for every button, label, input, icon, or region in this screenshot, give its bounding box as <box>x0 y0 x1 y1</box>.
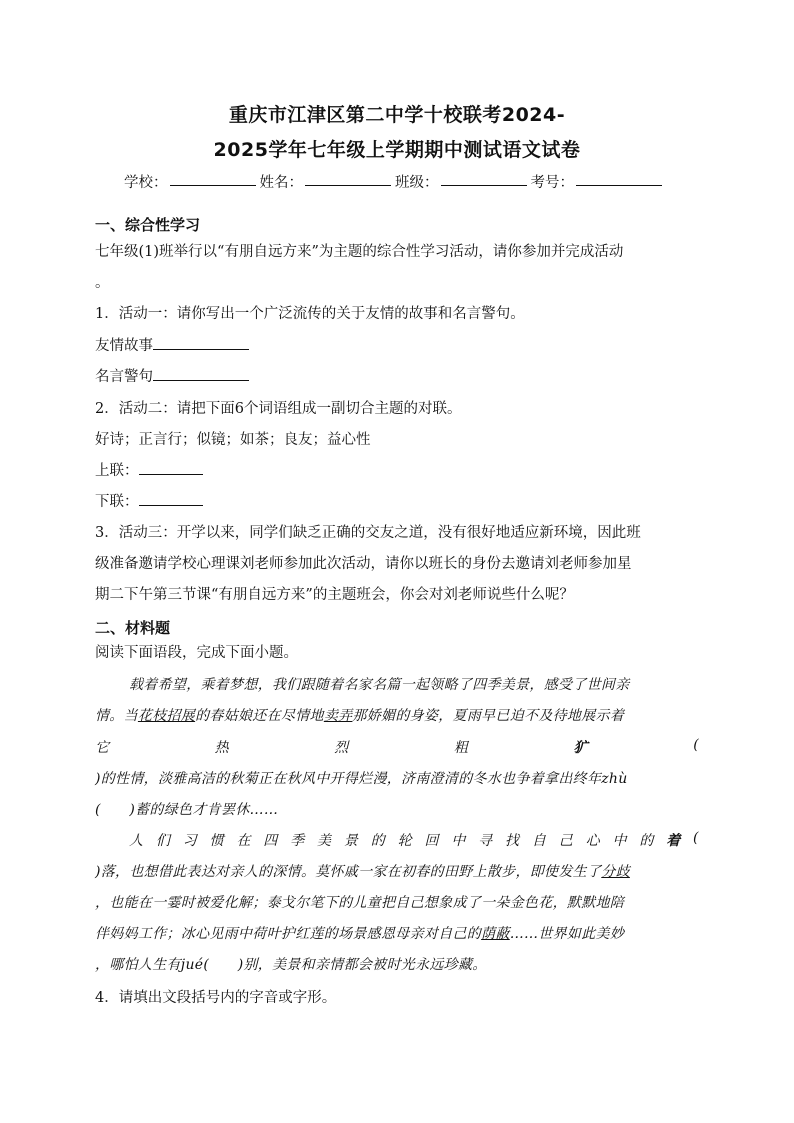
q2-lower-label: 下联： <box>95 494 139 510</box>
passage-p2-line5: ，哪怕人生有jué( )别，美景和亲情都会被时光永远珍藏。 <box>95 957 487 973</box>
question-4: 4．请填出文段括号内的字音或字形。 <box>95 990 337 1006</box>
q2-lower-row <box>95 490 203 511</box>
p2-line4-a: 伴妈妈工作；冰心见雨中荷叶护红莲的场景感恩母亲对自己的 <box>95 926 482 942</box>
school-blank[interactable] <box>170 171 256 186</box>
p2-char: 的 <box>370 833 386 849</box>
question-3-line3: 期二下午第三节课“有朋自远方来”的主题班会，你会对刘老师说些什么呢？ <box>95 587 574 603</box>
p2-char: 美 <box>317 833 332 849</box>
p2-line4-b: ……世界如此美妙 <box>509 926 625 942</box>
q1-story-blank[interactable] <box>153 334 249 350</box>
passage-p1-line2 <box>95 705 699 725</box>
p2-char: 轮 <box>397 833 412 849</box>
exam-title-line2: 2025学年七年级上学期期中测试语文试卷 <box>213 139 581 161</box>
p2-char: 习 <box>182 833 198 849</box>
underlined-yinbi: 荫蔽 <box>481 926 510 942</box>
class-blank[interactable] <box>441 171 527 186</box>
passage-p2-line3: ，也能在一霎时被爱化解；泰戈尔笔下的儿童把自己想象成了一朵金色花，默默地陪 <box>95 895 625 911</box>
exam-number-blank[interactable] <box>576 171 662 186</box>
q2-upper-label: 上联： <box>95 463 139 479</box>
p2-char: 找 <box>505 833 520 849</box>
student-info-row <box>124 171 666 192</box>
p2-char: 心 <box>585 833 600 849</box>
p2-char: 四 <box>263 833 278 849</box>
passage-p1-line5: ( )蓄的绿色才肯罢休…… <box>95 802 279 818</box>
p2-char: 己 <box>558 833 574 849</box>
question-3-line1: 3．活动三：开学以来，同学们缺乏正确的交友之道，没有很好地适应新环境，因此班 <box>95 525 641 541</box>
q1-quote-row <box>95 365 249 386</box>
p2-char: 惯 <box>209 833 224 849</box>
question-2: 2．活动二：请把下面6个词语组成一副切合主题的对联。 <box>95 401 462 417</box>
passage-p2-line4 <box>95 923 699 943</box>
p1-line2-a: 情。当 <box>95 708 138 724</box>
p1-char: 烈 <box>334 740 349 756</box>
p2-char: 人 <box>129 833 144 849</box>
passage-p1-line3 <box>95 737 699 757</box>
class-label: 班级： <box>395 175 439 191</box>
passage-p2-line2 <box>95 861 699 881</box>
passage-p1-line4: )的性情，淡雅高洁的秋菊正在秋风中开得烂漫，济南澄清的冬水也争着拿出终年zhù <box>95 771 628 787</box>
section2-instruction: 阅读下面语段，完成下面小题。 <box>95 645 298 661</box>
exam-title-line1: 重庆市江津区第二中学十校联考2024- <box>228 104 566 126</box>
q2-words: 好诗；正言行；似镜；如茶；良友；益心性 <box>95 432 371 448</box>
p2-char: 中 <box>451 833 466 849</box>
p2-char-bold: 着 <box>666 833 681 849</box>
q1-quote-blank[interactable] <box>153 365 249 381</box>
p1-char: ( <box>693 737 699 753</box>
p2-char: 中 <box>612 833 627 849</box>
section1-heading: 一、综合性学习 <box>95 216 201 234</box>
p1-line2-b: 的春姑娘还在尽情地 <box>195 708 324 724</box>
question-1: 1．活动一：请你写出一个广泛流传的关于友情的故事和名言警句。 <box>95 306 525 322</box>
p2-char: 们 <box>155 833 171 849</box>
p1-char: 粗 <box>453 740 469 756</box>
p2-char: 寻 <box>478 833 493 849</box>
question-3-line2: 级准备邀请学校心理课刘老师参加此次活动，请你以班长的身份去邀请刘老师参加星 <box>95 556 632 572</box>
name-blank[interactable] <box>305 171 391 186</box>
section2-heading: 二、材料题 <box>95 619 171 637</box>
section1-intro-line2: 。 <box>95 275 110 291</box>
name-label: 姓名： <box>259 175 303 191</box>
p2-char: 季 <box>290 833 305 849</box>
p2-char: 景 <box>343 833 359 849</box>
p2-char: 的 <box>639 833 654 849</box>
p1-line2-c: 那娇媚的身姿，夏雨早已迫不及待地展示着 <box>352 708 625 724</box>
underlined-mainong: 卖弄 <box>323 708 353 724</box>
p2-char: 回 <box>424 833 439 849</box>
underlined-fenqi: 分歧 <box>601 864 630 880</box>
section1-intro-line1: 七年级(1)班举行以“有朋自远方来”为主题的综合性学习活动，请你参加并完成活动 <box>95 244 624 260</box>
p1-char: 热 <box>214 740 229 756</box>
p2-char: ( <box>693 830 699 846</box>
passage-p1-line1: 载着希望，乘着梦想，我们跟随着名家名篇一起领略了四季美景，感受了世间亲 <box>129 677 630 693</box>
passage-p2-line1 <box>129 830 699 850</box>
p1-char: 它 <box>95 740 110 756</box>
p1-char-bold: 犷 <box>573 740 588 756</box>
q2-upper-blank[interactable] <box>139 459 203 475</box>
exam-number-label: 考号： <box>530 175 574 191</box>
p2-line2-a: )落，也想借此表达对亲人的深情。莫怀戚一家在初春的田野上散步，即使发生了 <box>95 864 602 880</box>
underlined-huazhizhaozhan: 花枝招展 <box>137 708 196 724</box>
q1-quote-label: 名言警句 <box>95 369 153 385</box>
q2-lower-blank[interactable] <box>139 490 203 506</box>
p2-char: 在 <box>236 833 251 849</box>
school-label: 学校： <box>124 175 168 191</box>
q2-upper-row <box>95 459 203 480</box>
q1-story-row <box>95 334 249 355</box>
p2-char: 自 <box>531 833 547 849</box>
q1-story-label: 友情故事 <box>95 338 153 354</box>
